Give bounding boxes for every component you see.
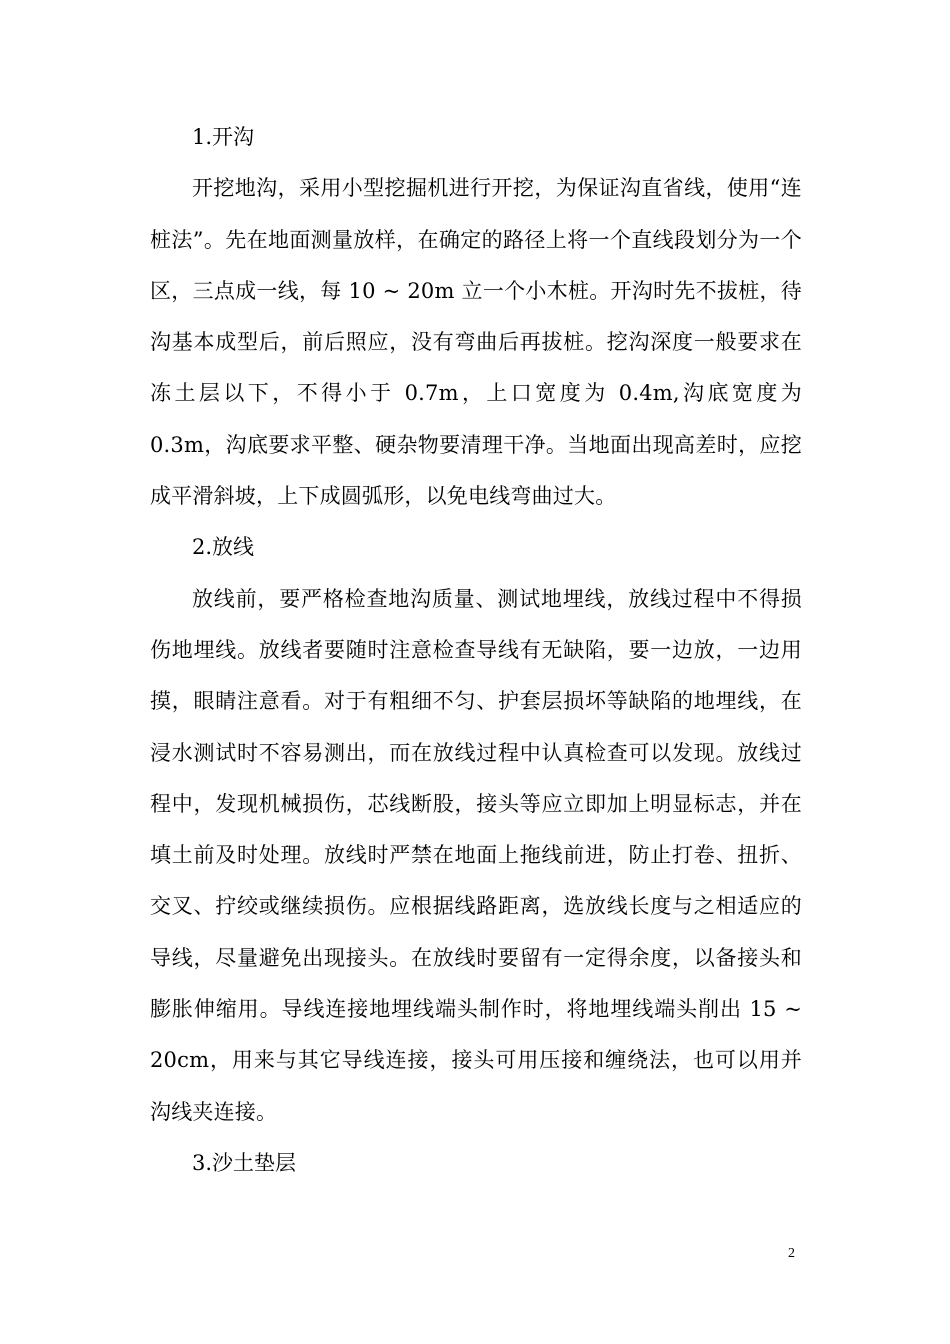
document-body [150, 112, 802, 1189]
paragraph-laying-wire: 放线前，要严格检查地沟质量、测试地埋线，放线过程中不得损伤地埋线。放线者要随时注意检查导线有无缺陷，要一边放，一边用摸，眼睛注意看。对于有粗细不匀、护套层损坏等缺陷的地埋线，在浸水测试时不容易测出，而在放线过程中认真检查可以发现。放线过程中，发现机械损伤，芯线断股，接头等应立即加上明显标志，并在填土前及时处理。放线时严禁在地面上拖线前进，防止打卷、扭折、交叉、拧绞或继续损伤。应根据线路距离，选放线长度与之相适应的导线，尽量避免出现接头。在放线时要留有一定得余度，以备接头和膨胀伸缩用。导线连接地埋线端头制作时，将地埋线端头削出 15 ~ 20cm，用来与其它导线连接，接头可用压接和缠绕法，也可以用并沟线夹连接。 [150, 586, 802, 1124]
section-heading-trenching: 1.开沟 [192, 125, 255, 149]
page-number: 2 [788, 1246, 795, 1261]
section-heading-sand-cushion: 3.沙土垫层 [192, 1150, 297, 1175]
section-heading-laying-wire: 2.放线 [192, 535, 255, 560]
paragraph-trenching: 开挖地沟，采用小型挖掘机进行开挖，为保证沟直省线，使用“连桩法”。先在地面测量放样，在确定的路径上将一个直线段划分为一个区，三点成一线，每 10 ~ 20m 立一个小木桩。开沟时先不拔桩，待沟基本成型后，前后照应，没有弯曲后再拔桩。挖沟深度一般要求在冻土层以下，不得小于 0.7m，上口宽度为 0.4m,沟底宽度为 0.3m，沟底要求平整、硬杂物要清理干净。当地面出现高差时，应挖成平滑斜坡，上下成圆弧形，以免电线弯曲过大。 [150, 176, 802, 509]
